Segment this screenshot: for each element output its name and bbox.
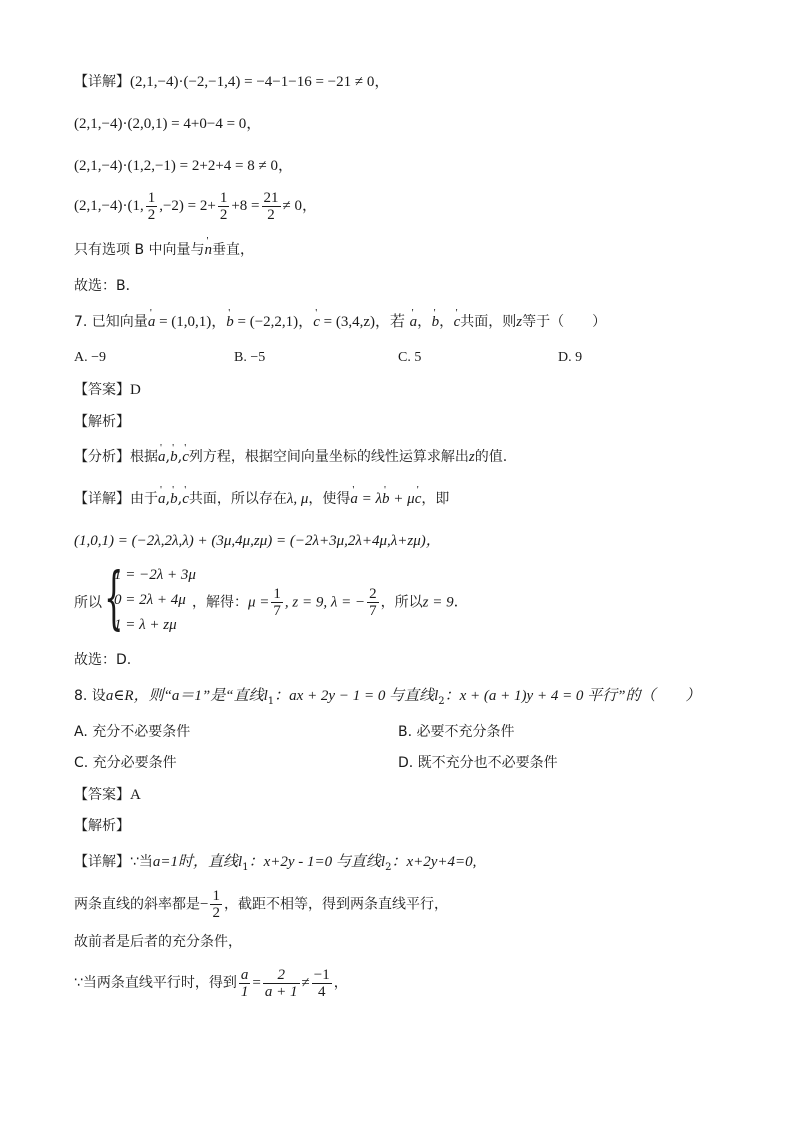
q8-option-b: B. 必要不充分条件 <box>398 724 515 740</box>
q7-answer: 【答案】D <box>74 382 141 398</box>
q7-option-b: B. −5 <box>234 350 266 365</box>
q7-detail: 【详解】由于' a,' b,' c共面，所以存在λ, μ，使得' a = λ' b + μ' c，即 <box>74 489 449 509</box>
fraction-half: $\frac{1}{2}$ <box>219 190 228 224</box>
q7-expand: (1,0,1) = (−2λ,2λ,λ) + (3μ,4μ,zμ) = (−2λ+3μ,2λ+4μ,λ+zμ)， <box>74 533 441 549</box>
q8-answer: 【答案】A <box>74 787 141 803</box>
detail-label: 【详解】 <box>74 74 130 90</box>
q8-detail-line2: 两条直线的斜率都是− $\frac{1}{2}$ ，截距不相等，得到两条直线平行， <box>74 888 448 921</box>
q8-detail-line1: 【详解】∵当a=1时，直线$l_1$：x+2y - 1=0 与直线$l_2$：x+2y+4=0, <box>74 854 477 873</box>
vector-n: ' n <box>205 240 213 260</box>
q6-conclusion: 只有选项 B 中向量与' n垂直， <box>74 240 254 260</box>
q8-detail-line4: ∵当两条直线平行时，得到 $\frac{a}{1}$ = $\frac{2}{a + 1}$ ≠ $\frac{-1}{4}$ ， <box>74 966 348 1000</box>
q8-analysis-label: 【解析】 <box>74 818 130 834</box>
left-brace-icon: { <box>104 559 124 638</box>
q8-stem: 8. 设a∈R，则“a＝1”是“直线$l_1$：ax + 2y − 1 = 0 与直线$l_2$：x + (a + 1)y + 4 = 0 平行”的（ ） <box>74 688 701 707</box>
q7-option-c: C. 5 <box>398 350 422 365</box>
q6-detail-line4: (2,1,−4)·(1, $\frac{1}{2}$ ,−2) = 2+ $\frac{1}{2}$ +8 = $\frac{21}{2}$ ≠ 0， <box>74 190 317 224</box>
q8-detail-line3: 故前者是后者的充分条件， <box>74 934 242 950</box>
q7-stem: 7. 已知向量' a = (1,0,1)，' b = (−2,2,1)，' c = (3,4,z)，若 ' a，' b，' c共面，则z等于（ ） <box>74 312 606 332</box>
q8-option-d: D. 既不充分也不必要条件 <box>398 755 558 771</box>
q8-option-a: A. 充分不必要条件 <box>74 724 191 740</box>
q7-analysis-label: 【解析】 <box>74 414 130 430</box>
q7-option-a: A. −9 <box>74 350 107 365</box>
q7-choose: 故选：D. <box>74 652 132 668</box>
fraction-half: $\frac{1}{2}$ <box>147 190 156 224</box>
q7-analysis: 【分析】根据' a,' b,' c列方程，根据空间向量坐标的线性运算求解出z的值. <box>74 447 507 467</box>
document-page: 【详解】(2,1,−4)·(−2,−1,4) = −4−1−16 = −21 ≠ 0， (2,1,−4)·(2,0,1) = 4+0−4 = 0， (2,1,−4)·(1,2,−1) = 2+2+4 = 8 ≠ 0， (2,1,−4)·(1, $\frac{1}{2}$ ,−2) = 2+ $\frac{1}{2}$ +8 = $\frac{21}{2}$ ≠ 0， 只有选项 B 中向量与' n垂直， 故选：B． 7. 已知向量' a = (1,0,1)，' b = (−2,2,1)，' c = (3,4,z)，若 ' a，' b，' c共面，则z等于（ ） A. −9 B. −5 C. 5 D. 9 【答案】D 【解析】 【分析】根据' a,' b,' c列方程，根据空间向量坐标的线性运算求解出z的值. 【详解】由于' a,' b,' c共面，所以存在λ, μ，使得' a = λ' b + μ' c，即 (1,0,1) = (−2λ,2λ,λ) + (3μ,4μ,zμ) = (−2λ+3μ,2λ+4μ,λ+zμ)， 所以 { 1 = −2λ + 3μ 0 = 2λ + 4μ 1 = λ + zμ ，解得：μ = $\frac{1}{7}$ , z = 9, λ = − $\frac{2}{7}$ ，所以z = 9. 故选：D. 8. 设a∈R，则“a＝1”是“直线$l_1$：ax + 2y − 1 = 0 与直线$l_2$：x + (a + 1)y + 4 = 0 平行”的（ ） A. 充分不必要条件 B. 必要不充分条件 C. 充分必要条件 D. 既不充分也不必要条件 【答案】A 【解析】 【详解】∵当a=1时，直线$l_1$：x+2y - 1=0 与直线$l_2$：x+2y+4=0, 两条直线的斜率都是− $\frac{1}{2}$ ，截距不相等，得到两条直线平行， 故前者是后者的充分条件， ∵当两条直线平行时，得到 $\frac{a}{1}$ = $\frac{2}{a + 1}$ ≠ $\frac{-1}{4}$ ， <box>0 0 794 1123</box>
q6-detail-line2: (2,1,−4)·(2,0,1) = 4+0−4 = 0， <box>74 116 262 132</box>
q6-choose: 故选：B． <box>74 278 140 294</box>
q7-solution: ，解得：μ = $\frac{1}{7}$ , z = 9, λ = − $\frac{2}{7}$ ，所以z = 9. <box>192 586 459 619</box>
q6-detail-line3: (2,1,−4)·(1,2,−1) = 2+2+4 = 8 ≠ 0， <box>74 158 293 174</box>
fraction-21-2: $\frac{21}{2}$ <box>263 190 279 224</box>
q7-option-d: D. 9 <box>558 350 583 365</box>
q6-detail-line1: 【详解】(2,1,−4)·(−2,−1,4) = −4−1−16 = −21 ≠ 0， <box>74 74 390 90</box>
q8-option-c: C. 充分必要条件 <box>74 755 177 771</box>
